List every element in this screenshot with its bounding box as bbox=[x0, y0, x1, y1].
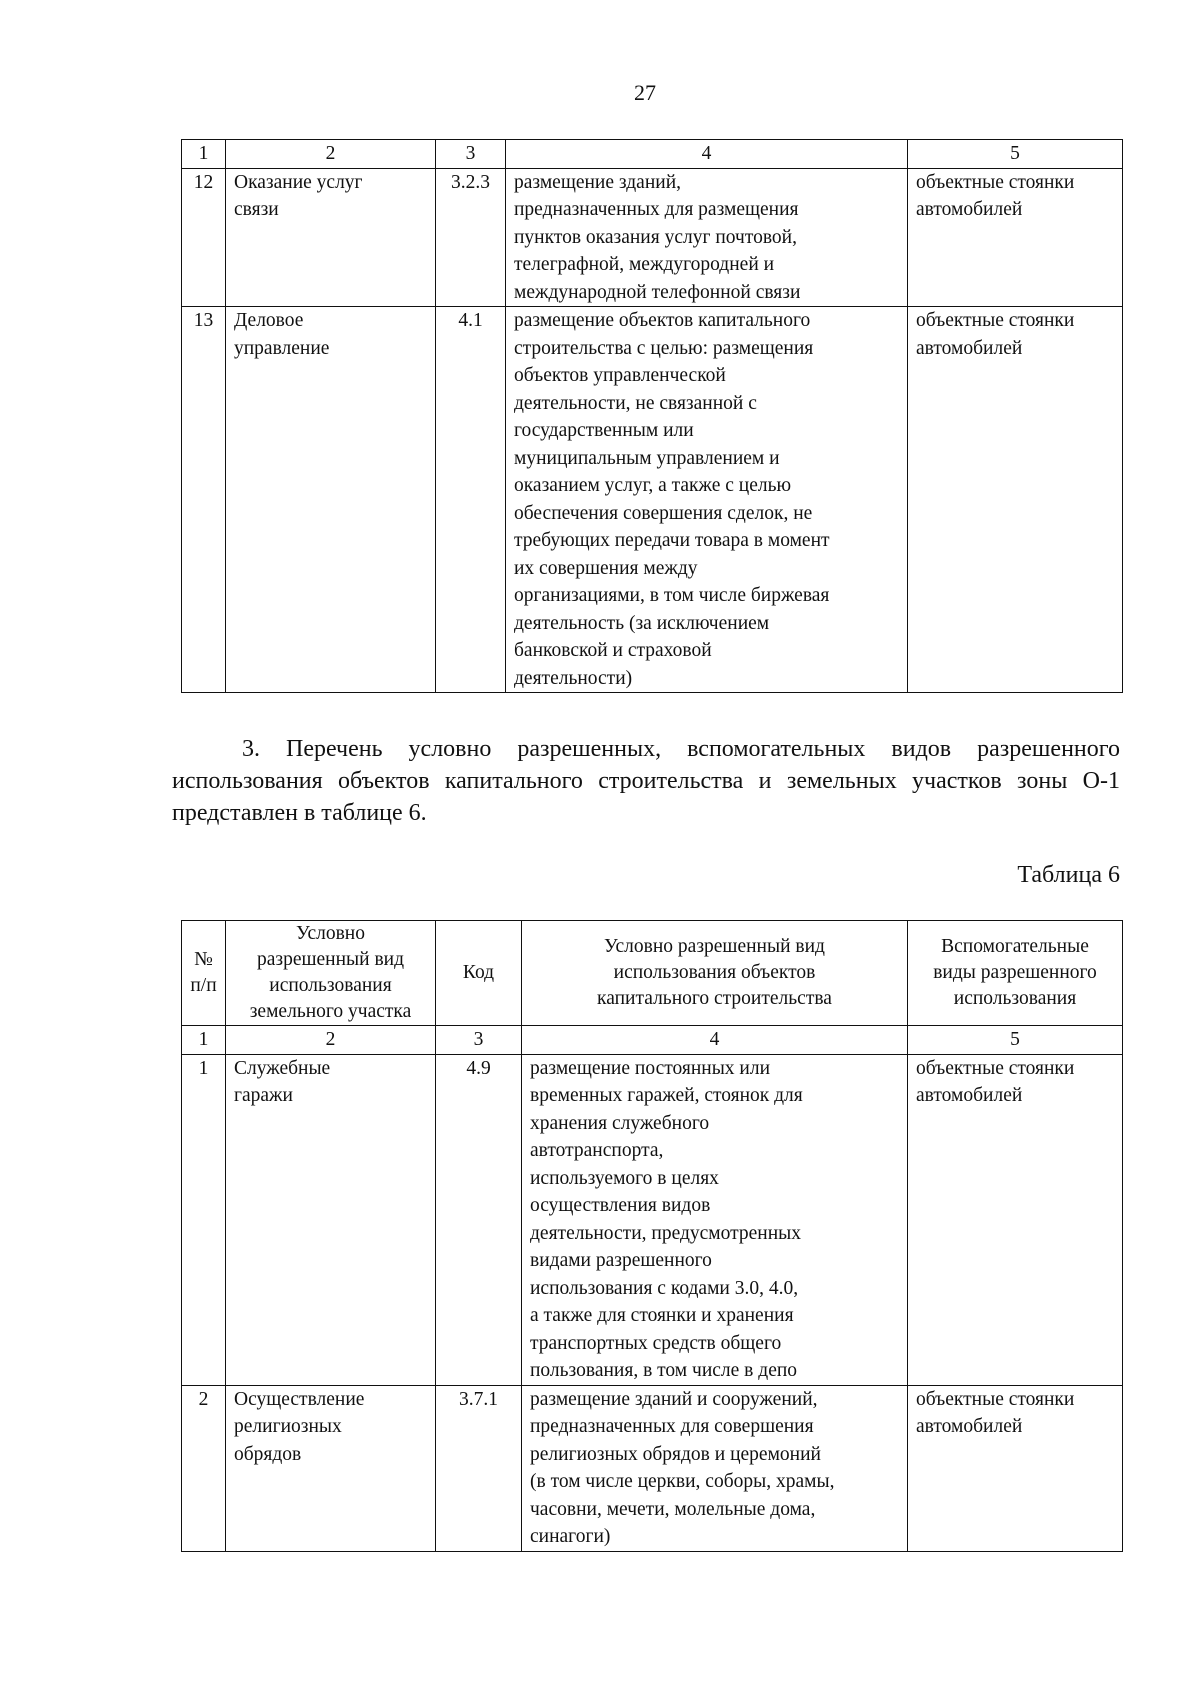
table-row bbox=[182, 1385, 1123, 1551]
col-number: 1 bbox=[182, 1026, 226, 1055]
column-number-row bbox=[182, 1026, 1123, 1055]
auxiliary-uses: объектные стоянки автомобилей bbox=[908, 1054, 1123, 1385]
page-number: 27 bbox=[634, 80, 656, 105]
row-number: 1 bbox=[182, 1054, 226, 1385]
table-row bbox=[182, 168, 1123, 307]
header-code: Код bbox=[436, 921, 522, 1026]
col-number: 2 bbox=[226, 1026, 436, 1055]
header-capital-use: Условно разрешенный вид использования объектов капитального строительства bbox=[522, 921, 908, 1026]
body-paragraph: 3. Перечень условно разрешенных, вспомогательных видов разрешенного использования объектов капитального строительства и земельных участков зоны О-1 представлен в таблице 6. bbox=[172, 736, 1120, 826]
use-code: 3.7.1 bbox=[436, 1385, 522, 1551]
col-number: 2 bbox=[226, 140, 436, 169]
col-number: 5 bbox=[908, 1026, 1123, 1055]
row-number: 2 bbox=[182, 1385, 226, 1551]
use-code: 3.2.3 bbox=[436, 168, 506, 307]
use-name: Осуществление религиозных обрядов bbox=[226, 1385, 436, 1551]
col-number: 4 bbox=[506, 140, 908, 169]
use-description: размещение постоянных или временных гаражей, стоянок для хранения служебного автотранспорта, используемого в целях осуществления видов деятельности, предусмотренных видами разрешенного использования с кодами 3.0, 4.0, а также для стоянки и хранения транспортных средств общего пользования, в том числе в депо bbox=[522, 1054, 908, 1385]
auxiliary-uses: объектные стоянки автомобилей bbox=[908, 307, 1123, 693]
continued-table bbox=[181, 139, 1123, 693]
table-row bbox=[182, 1054, 1123, 1385]
use-name: Служебные гаражи bbox=[226, 1054, 436, 1385]
use-description: размещение объектов капитального строительства с целью: размещения объектов управленческой деятельности, не связанной с государственным или муниципальным управлением и оказанием услуг, а также с целью обеспечения совершения сделок, не требующих передачи товара в момент их совершения между организациями, в том числе биржевая деятельность (за исключением банковской и страховой деятельности) bbox=[506, 307, 908, 693]
header-land-use: Условно разрешенный вид использования земельного участка bbox=[226, 921, 436, 1026]
use-name: Деловое управление bbox=[226, 307, 436, 693]
col-number: 4 bbox=[522, 1026, 908, 1055]
table-caption: Таблица 6 bbox=[1017, 862, 1120, 888]
use-description: размещение зданий, предназначенных для размещения пунктов оказания услуг почтовой, телеграфной, междугородней и международной телефонной связи bbox=[506, 168, 908, 307]
col-number: 5 bbox=[908, 140, 1123, 169]
use-code: 4.9 bbox=[436, 1054, 522, 1385]
use-name: Оказание услуг связи bbox=[226, 168, 436, 307]
table-row bbox=[182, 307, 1123, 693]
row-number: 12 bbox=[182, 168, 226, 307]
col-number: 3 bbox=[436, 140, 506, 169]
row-number: 13 bbox=[182, 307, 226, 693]
use-code: 4.1 bbox=[436, 307, 506, 693]
table-header bbox=[182, 921, 1123, 1026]
column-number-row bbox=[182, 140, 1123, 169]
auxiliary-uses: объектные стоянки автомобилей bbox=[908, 168, 1123, 307]
col-number: 1 bbox=[182, 140, 226, 169]
header-num: № п/п bbox=[182, 921, 226, 1026]
auxiliary-uses: объектные стоянки автомобилей bbox=[908, 1385, 1123, 1551]
col-number: 3 bbox=[436, 1026, 522, 1055]
table-6 bbox=[181, 920, 1123, 1552]
use-description: размещение зданий и сооружений, предназначенных для совершения религиозных обрядов и церемоний (в том числе церкви, соборы, храмы, часовни, мечети, молельные дома, синагоги) bbox=[522, 1385, 908, 1551]
header-auxiliary: Вспомогательные виды разрешенного использования bbox=[908, 921, 1123, 1026]
